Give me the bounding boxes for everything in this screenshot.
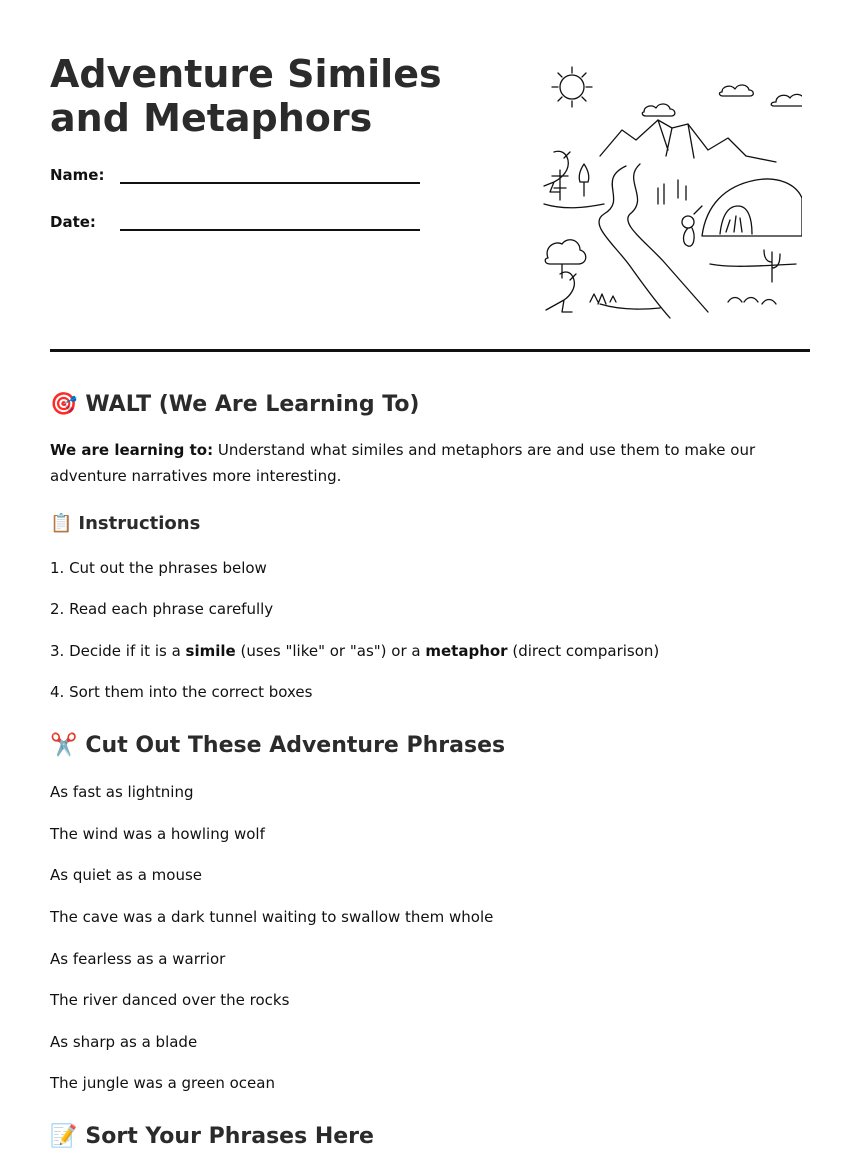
walt-lead: We are learning to: bbox=[50, 441, 214, 459]
instruction-step-3 bbox=[50, 641, 659, 661]
memo-icon: 📝 bbox=[50, 1124, 78, 1149]
phrase-item[interactable]: As quiet as a mouse bbox=[50, 866, 202, 884]
walt-heading-text: WALT (We Are Learning To) bbox=[85, 392, 420, 417]
adventure-landscape-illustration bbox=[540, 64, 802, 322]
phrase-item[interactable]: As fearless as a warrior bbox=[50, 950, 226, 968]
sort-heading-text: Sort Your Phrases Here bbox=[85, 1124, 374, 1149]
name-line[interactable] bbox=[120, 170, 420, 184]
page-title: Adventure Similes and Metaphors bbox=[50, 52, 442, 140]
instructions-heading bbox=[50, 512, 200, 536]
clipboard-icon: 📋 bbox=[50, 513, 73, 534]
step3-text-a: 3. Decide if it is a bbox=[50, 642, 186, 660]
date-line[interactable] bbox=[120, 217, 420, 231]
phrase-item[interactable]: As sharp as a blade bbox=[50, 1033, 198, 1051]
phrase-item[interactable]: The cave was a dark tunnel waiting to swallow them whole bbox=[50, 908, 494, 926]
date-field[interactable] bbox=[50, 213, 420, 231]
instruction-step-4: 4. Sort them into the correct boxes bbox=[50, 683, 313, 701]
phrase-item[interactable]: As fast as lightning bbox=[50, 783, 194, 801]
simile-term: simile bbox=[185, 642, 236, 660]
header-divider bbox=[50, 349, 810, 352]
worksheet-header bbox=[50, 0, 810, 352]
metaphor-term: metaphor bbox=[425, 642, 508, 660]
walt-heading bbox=[50, 391, 420, 419]
phrases-heading bbox=[50, 732, 505, 760]
step3-text-e: (direct comparison) bbox=[507, 642, 660, 660]
walt-description bbox=[50, 437, 810, 489]
step3-text-c: (uses "like" or "as") or a bbox=[235, 642, 426, 660]
instruction-step-1: 1. Cut out the phrases below bbox=[50, 559, 267, 577]
scissors-icon: ✂️ bbox=[50, 733, 78, 758]
phrases-heading-text: Cut Out These Adventure Phrases bbox=[85, 733, 506, 758]
sort-heading bbox=[50, 1123, 374, 1151]
name-label: Name: bbox=[50, 166, 105, 184]
date-label: Date: bbox=[50, 213, 96, 231]
phrase-item[interactable]: The wind was a howling wolf bbox=[50, 825, 265, 843]
instructions-heading-text: Instructions bbox=[78, 513, 201, 534]
walt-text: Understand what similes and metaphors are and use them to make our adventure narratives more interesting. bbox=[50, 441, 756, 485]
phrase-item[interactable]: The river danced over the rocks bbox=[50, 991, 290, 1009]
target-icon: 🎯 bbox=[50, 392, 78, 417]
instruction-step-2: 2. Read each phrase carefully bbox=[50, 600, 274, 618]
phrase-item[interactable]: The jungle was a green ocean bbox=[50, 1074, 275, 1092]
name-field[interactable] bbox=[50, 166, 420, 184]
